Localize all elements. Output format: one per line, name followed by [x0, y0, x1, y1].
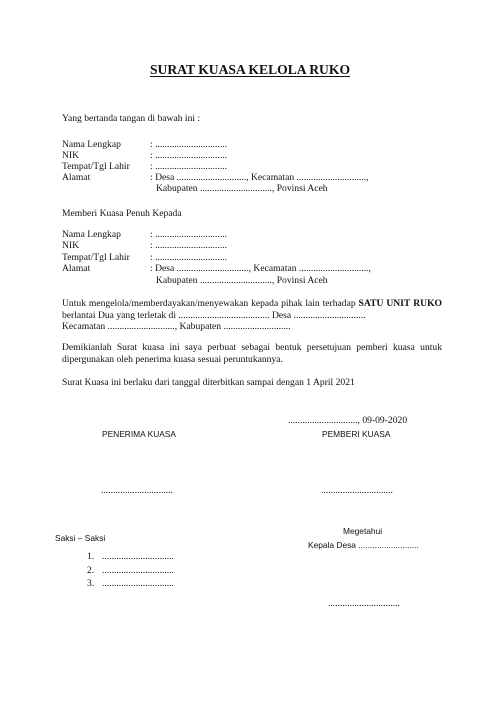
giver-signature-line: ..............................: [321, 485, 393, 496]
party1-alamat-line1: : Desa ............................., Kecamatan .............................,: [150, 172, 369, 183]
saksi-label: Saksi – Saksi: [55, 533, 106, 543]
witness-3-line: ..............................: [102, 578, 174, 589]
document-title: SURAT KUASA KELOLA RUKO: [149, 62, 351, 77]
intro-text: Yang bertanda tangan di bawah ini :: [62, 113, 201, 124]
party2-alamat-line1: : Desa .............................., Kecamatan .............................,: [150, 263, 371, 274]
party1-nama-label: Nama Lengkap: [62, 139, 121, 150]
receiver-label: PENERIMA KUASA: [102, 429, 177, 439]
section2-heading: Memberi Kuasa Penuh Kepada: [62, 208, 182, 219]
place-date: ............................., 09-09-2020: [288, 415, 408, 426]
validity-text: Surat Kuasa ini berlaku dari tanggal diterbitkan sampai dengan 1 April 2021: [62, 377, 355, 388]
purpose-text-1: Untuk mengelola/memberdayakan/menyewakan kepada pihak lain terhadap: [62, 298, 356, 309]
party2-ttl-value: : ..............................: [150, 252, 228, 263]
party2-nik-label: NIK: [62, 240, 80, 251]
purpose-text-3: Desa ..............................: [271, 309, 366, 321]
witness-1-number: 1.: [87, 551, 95, 562]
witness-2-number: 2.: [87, 565, 95, 576]
party1-nik-value: : ..............................: [150, 150, 228, 161]
party2-alamat-label: Alamat: [62, 263, 91, 274]
witness-1-line: ..............................: [102, 551, 174, 562]
party2-ttl-label: Tempat/Tgl Lahir: [62, 252, 130, 263]
receiver-signature-line: ..............................: [101, 485, 173, 496]
purpose-text-4: Kecamatan ............................, Kabupaten ............................: [62, 321, 291, 333]
party2-nama-value: : ..............................: [150, 229, 228, 240]
party1-ttl-label: Tempat/Tgl Lahir: [62, 161, 130, 172]
party2-nama-label: Nama Lengkap: [62, 229, 121, 240]
giver-label: PEMBERI KUASA: [322, 429, 391, 439]
kepala-desa-label: Kepala Desa ..........................: [308, 540, 419, 550]
purpose-text-2: berlantai Dua yang terletak di ......................................: [62, 309, 270, 321]
party1-ttl-value: : ..............................: [150, 161, 228, 172]
party2-nik-value: : ..............................: [150, 240, 228, 251]
witness-3-number: 3.: [87, 578, 95, 589]
megetahui-label: Megetahui: [343, 526, 383, 536]
party1-alamat-label: Alamat: [62, 172, 91, 183]
purpose-bold-2: RUKO: [413, 298, 442, 309]
witness-2-line: ..............................: [102, 565, 174, 576]
purpose-bold-1: SATU UNIT: [358, 298, 411, 309]
party2-alamat-line2: Kabupaten .............................., Povinsi Aceh: [156, 275, 328, 286]
party1-alamat-line2: Kabupaten .............................., Povinsi Aceh: [156, 183, 328, 194]
kepala-desa-signature-line: ..............................: [328, 598, 400, 609]
closing-paragraph: Demikianlah Surat kuasa ini saya perbuat sebagai bentuk persetujuan pemberi kuasa untuk dipergunakan oleh penerima kuasa sesuai peruntukannya.: [62, 342, 442, 365]
party1-nik-label: NIK: [62, 150, 80, 161]
purpose-paragraph: [62, 298, 442, 333]
party1-nama-value: : ..............................: [150, 139, 228, 150]
